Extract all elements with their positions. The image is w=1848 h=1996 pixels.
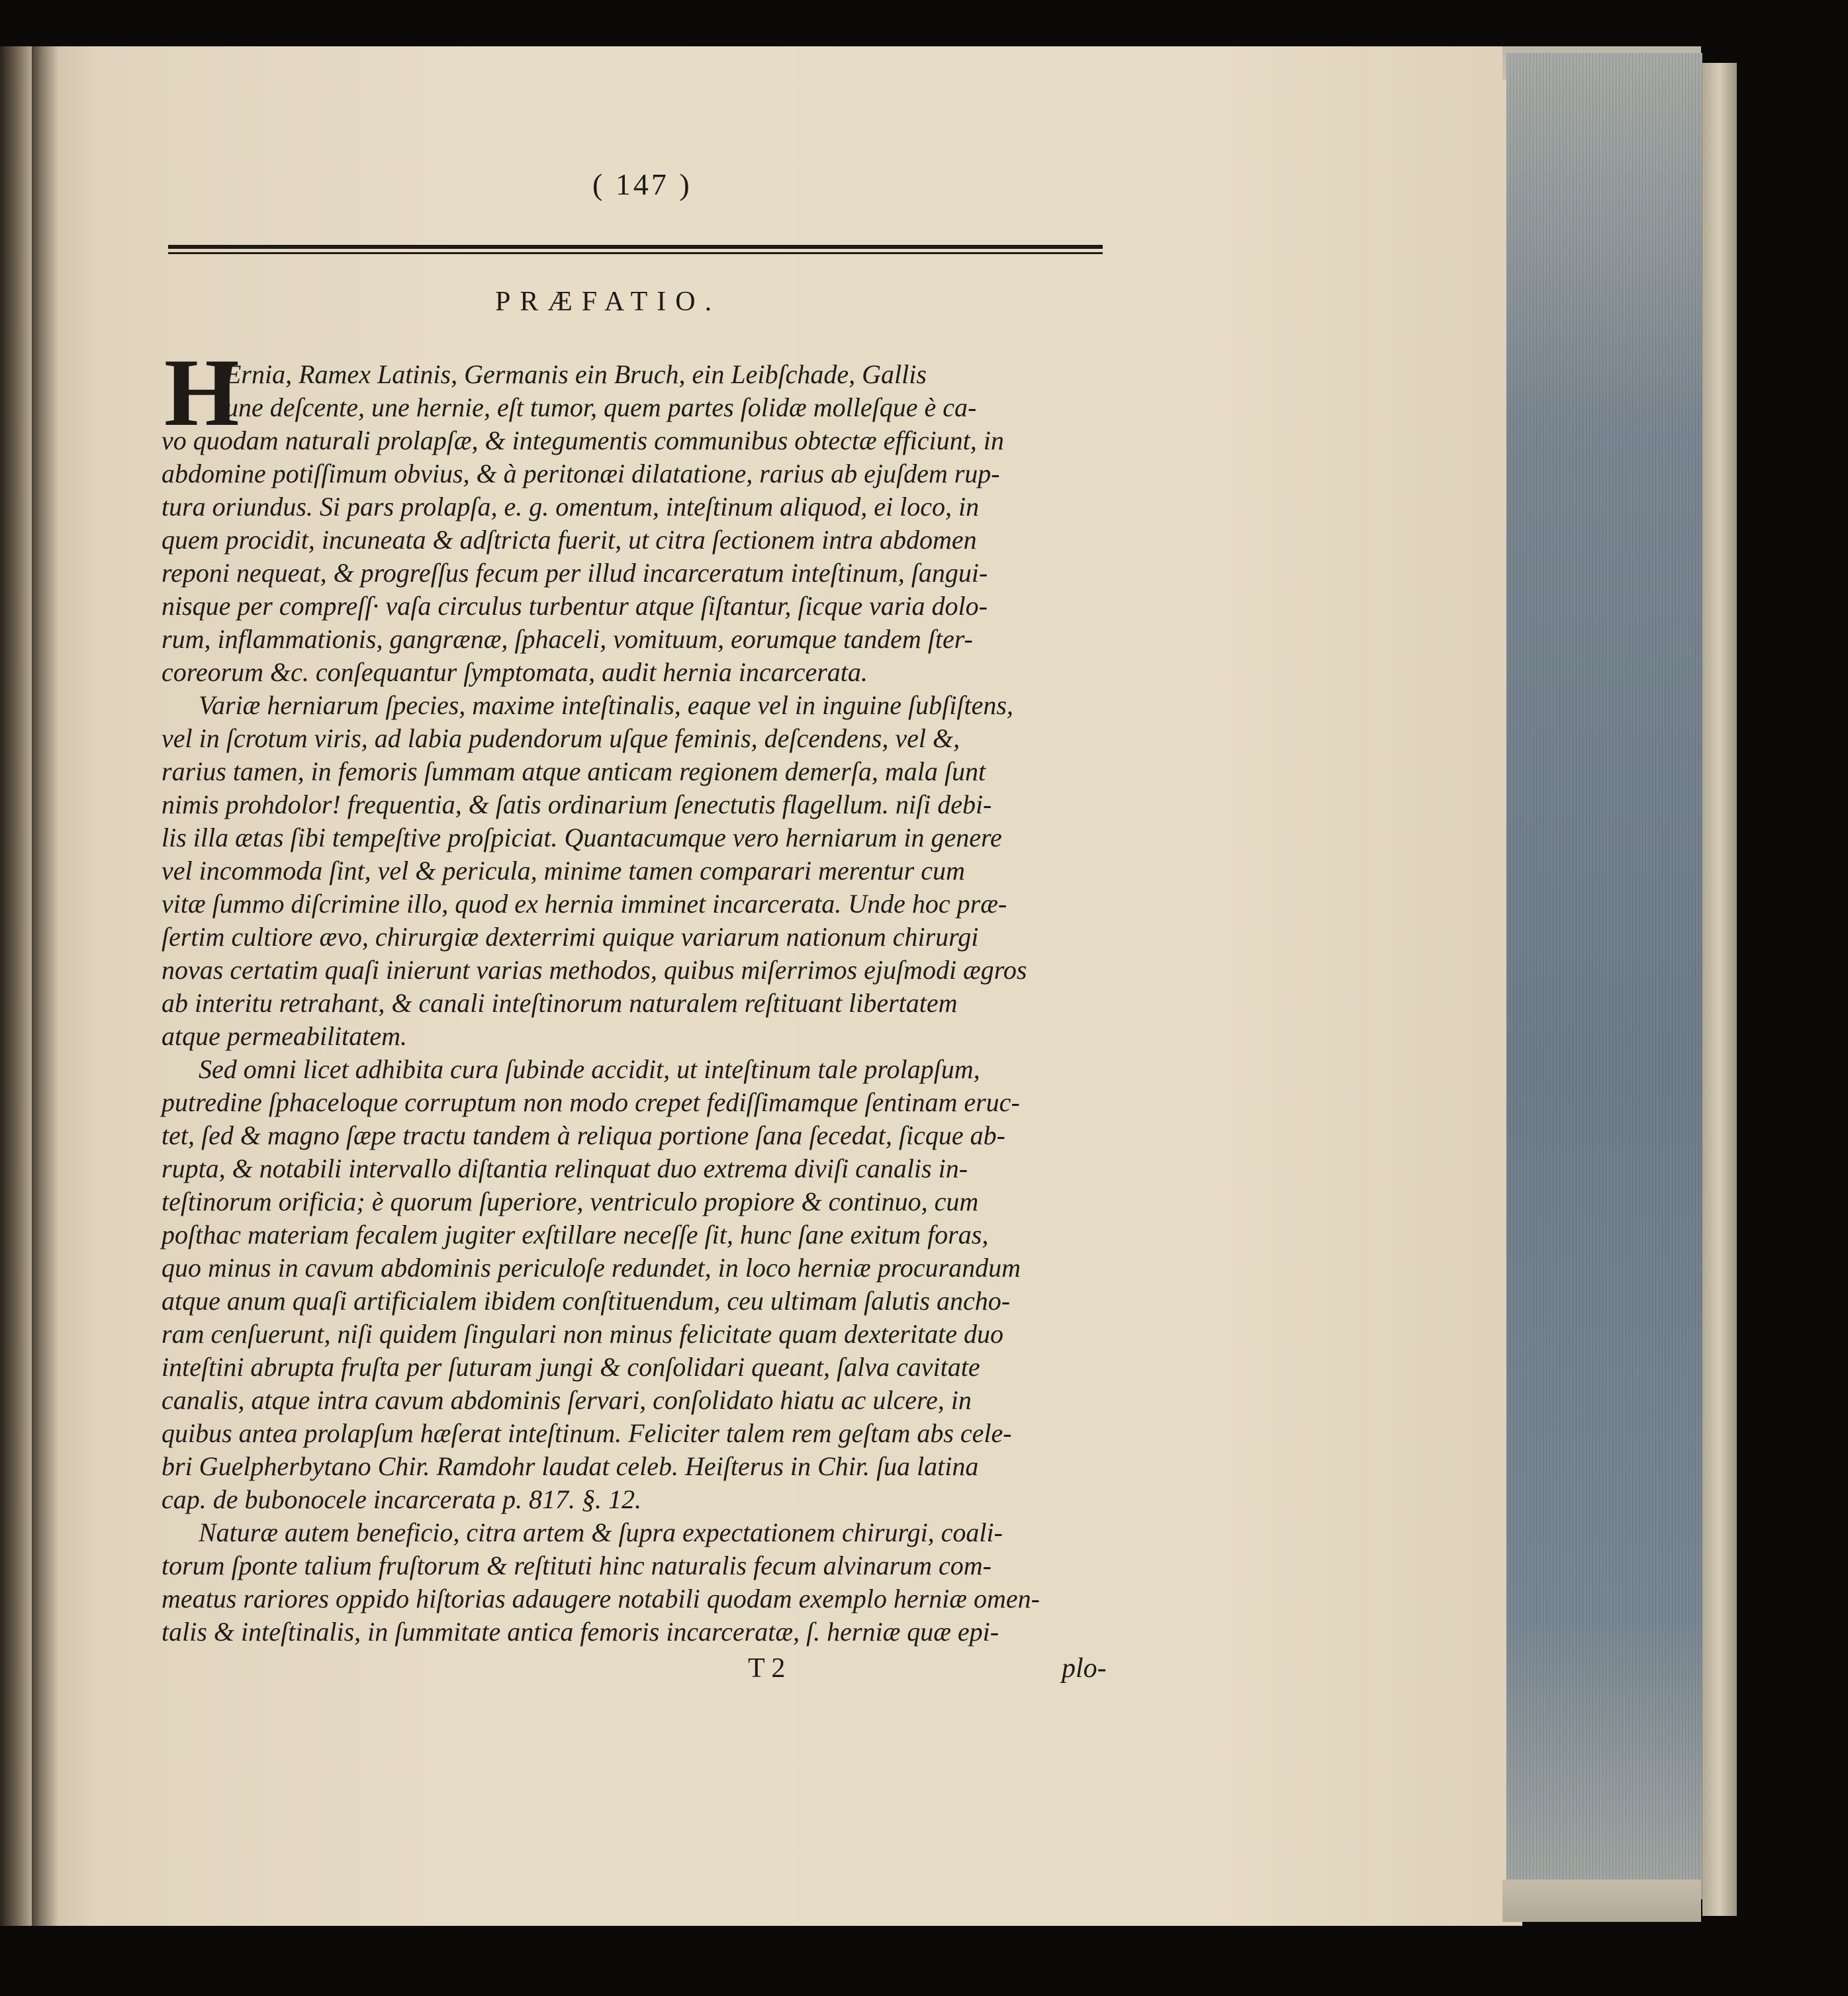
text-line: ram cenſuerunt, niſi quidem ſingulari non minus felicitate quam dexteritate duo xyxy=(162,1319,1004,1349)
text-line: torum ſponte talium fruſtorum & reſtituti hinc naturalis fecum alvinarum com- xyxy=(162,1551,992,1580)
text-line: meatus rariores oppido hiſtorias adaugere notabili quodam exemplo herniæ omen- xyxy=(162,1584,1040,1613)
text-line: quo minus in cavum abdominis periculoſe redundet, in loco herniæ procurandum xyxy=(162,1253,1021,1283)
text-line: lis illa ætas ſibi tempeſtive proſpiciat. Quantacumque vero herniarum in genere xyxy=(162,823,1002,852)
text-line: novas certatim quaſi inierunt varias methodos, quibus miſerrimos ejuſmodi ægros xyxy=(162,955,1027,985)
text-line: rupta, & notabili intervallo diſtantia relinquat duo extrema diviſi canalis in- xyxy=(162,1154,968,1183)
text-line: une deſcente, une hernie, eſt tumor, quem partes ſolidæ molleſque è ca- xyxy=(225,392,977,422)
text-line: atque permeabilitatem. xyxy=(162,1021,408,1051)
text-line: nimis prohdolor! frequentia, & ſatis ordinarium ſenectutis flagellum. niſi debi- xyxy=(162,790,992,819)
text-line: vel in ſcrotum viris, ad labia pudendorum uſque feminis, deſcendens, vel &, xyxy=(162,723,960,753)
text-line: quibus antea prolapſum hæſerat inteſtinum. Feliciter talem rem geſtam abs cele- xyxy=(162,1418,1012,1448)
header-rule xyxy=(168,245,1103,254)
text-line: putredine ſphaceloque corruptum non modo crepet fediſſimamque ſentinam eruc- xyxy=(162,1087,1020,1117)
text-line: rarius tamen, in femoris ſummam atque anticam regionem demerſa, mala ſunt xyxy=(162,756,986,786)
drop-capital: H xyxy=(164,339,240,446)
text-line: ab interitu retrahant, & canali inteſtinorum naturalem reſtituant libertatem xyxy=(162,988,958,1018)
text-line: vitæ ſummo diſcrimine illo, quod ex hernia imminet incarcerata. Unde hoc præ- xyxy=(162,889,1007,919)
text-line: teſtinorum orificia; è quorum ſuperiore, ventriculo propiore & continuo, cum xyxy=(162,1187,979,1216)
text-line: Sed omni licet adhibita cura ſubinde accidit, ut inteſtinum tale prolapſum, xyxy=(199,1054,980,1084)
text-line: vel incommoda ſint, vel & pericula, minime tamen comparari merentur cum xyxy=(162,856,965,885)
text-line: coreorum &c. conſequantur ſymptomata, audit hernia incarcerata. xyxy=(162,657,868,687)
text-line: talis & inteſtinalis, in ſummitate antica femoris incarceratæ, ſ. herniæ quæ epi- xyxy=(162,1617,999,1647)
text-line: reponi nequeat, & progreſſus fecum per illud incarceratum inteſtinum, ſangui- xyxy=(162,558,988,588)
text-line: atque anum quaſi artificialem ibidem conſtituendum, ceu ultimam ſalutis ancho- xyxy=(162,1286,1011,1316)
text-line: rum, inflammationis, gangrænæ, ſphaceli, vomituum, eorumque tandem ſter- xyxy=(162,624,973,654)
signature-mark: T 2 xyxy=(748,1653,786,1684)
text-line: Naturæ autem beneficio, citra artem & ſupra expectationem chirurgi, coali- xyxy=(199,1518,1003,1547)
text-line: bri Guelpherbytano Chir. Ramdohr laudat celeb. Heiſterus in Chir. ſua latina xyxy=(162,1451,979,1481)
text-line: poſthac materiam fecalem jugiter exſtillare neceſſe ſit, hunc ſane exitum foras, xyxy=(162,1220,989,1249)
text-line: tura oriundus. Si pars prolapſa, e. g. omentum, inteſtinum aliquod, ei loco, in xyxy=(162,492,980,522)
text-line: quem procidit, incuneata & adſtricta fuerit, ut citra ſectionem intra abdomen xyxy=(162,525,977,555)
text-line: nisque per compreſſ· vaſa circulus turbentur atque ſiſtantur, ſicque varia dolo- xyxy=(162,591,988,621)
text-line: canalis, atque intra cavum abdominis ſervari, conſolidato hiatu ac ulcere, in xyxy=(162,1385,972,1415)
text-line: ſertim cultiore ævo, chirurgiæ dexterrimi quique variarum nationum chirurgi xyxy=(162,922,979,952)
catchword: plo- xyxy=(1062,1653,1107,1684)
text-line: tet, ſed & magno ſæpe tractu tandem à reliqua portione ſana ſecedat, ſicque ab- xyxy=(162,1120,1005,1150)
text-line: abdomine potiſſimum obvius, & à peritonæi dilatatione, rarius ab ejuſdem rup- xyxy=(162,459,1000,488)
text-line: Variæ herniarum ſpecies, maxime inteſtinalis, eaque vel in inguine ſubſiſtens, xyxy=(199,690,1013,720)
text-line: inteſtini abrupta fruſta per ſuturam jungi & conſolidari queant, ſalva cavitate xyxy=(162,1352,980,1382)
text-line: cap. de bubonocele incarcerata p. 817. §. 12. xyxy=(162,1484,642,1514)
section-heading: PRÆFATIO. xyxy=(495,287,721,317)
text-line: Ernia, Ramex Latinis, Germanis ein Bruch, ein Leibſchade, Gallis xyxy=(225,359,927,389)
text-line: vo quodam naturali prolapſæ, & integumentis communibus obtectæ efficiunt, in xyxy=(162,426,1004,455)
page-number: ( 147 ) xyxy=(592,167,692,201)
